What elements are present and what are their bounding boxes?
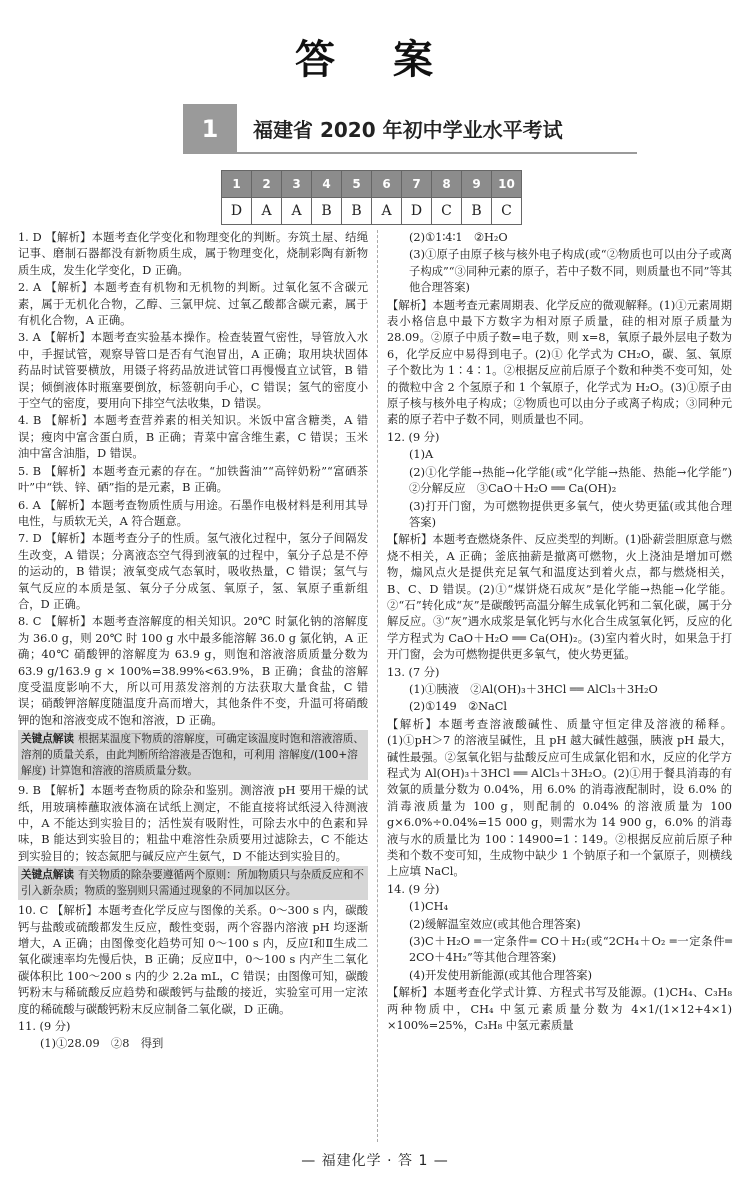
question-number-cell: 7 <box>402 171 432 198</box>
answer-paragraph: 1. D 【解析】本题考查化学变化和物理变化的判断。夯筑土屋、结绳记事、磨制石器都没有新物质生成，属于物理变化，烧制彩陶有新物质生成，发生化学变化，D 正确。 <box>18 231 368 277</box>
answer-cell: D <box>222 198 252 225</box>
answer-cell: D <box>402 198 432 225</box>
question-number-cell: 5 <box>342 171 372 198</box>
answer-paragraph: 10. C 【解析】本题考查化学反应与图像的关系。0～300 s 内，碳酸钙与盐酸或硫酸都发生反应，酸性变弱，两个容器内溶液 pH 均逐渐增大，A 正确；由图像变化趋势可知 0～100 s 内，反应Ⅰ和Ⅱ生成二氧化碳速率均先慢后快，B 正确；反应Ⅱ中，0～100 s 内产生二氧化碳体积比 100～200 s 内的少 2.2a mL，C 错误；由图像可知，碳酸钙粉末与稀硫酸反应趋势和碳酸钙与盐酸的接近，实验室可用一定浓度的稀硫酸与碳酸钙粉末反应制备二氧化碳，D 正确。 <box>18 904 368 1016</box>
question-number-cell: 6 <box>372 171 402 198</box>
answer-paragraph: 3. A 【解析】本题考查实验基本操作。检查装置气密性，导管放入水中，手握试管，观察导管口是否有气泡冒出，A 正确；取用块状固体药品时试管要横放，用镊子将药品放进试管口再慢慢直立试管，B 错误；倾倒液体时瓶塞要倒放，标签朝向手心，C 错误；氢气的密度小于空气的密度，要用向下排空气法收集，D 错误。 <box>18 331 368 411</box>
answer-subitem: (2)①化学能→热能→化学能(或“化学能→热能、热能→化学能”) ②分解反应 ③CaO＋H₂O ══ Ca(OH)₂ <box>409 465 744 496</box>
key-point-box <box>18 866 368 900</box>
answer-paragraph: 11. (9 分) <box>18 1020 71 1034</box>
answer-paragraph: 5. B 【解析】本题考查元素的存在。“加铁酱油”“高锌奶粉”“富硒茶叶”中“铁、锌、硒”指的是元素，B 正确。 <box>18 464 368 495</box>
key-point-text: 根据某温度下物质的溶解度，可确定该温度时饱和溶液溶质、溶剂的质量关系，由此判断所给溶液是否饱和，可利用 溶解度/(100+溶解度) 计算饱和溶液的溶质质量分数。 <box>21 733 364 778</box>
answer-paragraph: 【解析】本题考查化学式计算、方程式书写及能源。(1)CH₄、C₃H₈ 两种物质中，CH₄ 中氢元素质量分数为 4×1/(1×12+4×1) ×100%=25%，C₃H₈ 中氢元素质量 <box>387 986 732 1033</box>
answer-paragraph: 6. A 【解析】本题考查物质性质与用途。石墨作电极材料是利用其导电性，与质软无关，A 符合题意。 <box>18 498 368 528</box>
key-point-text: 有关物质的除杂要遵循两个原则：所加物质只与杂质反应和不引入新杂质；物质的鉴别则只需通过现象的不同加以区分。 <box>21 869 364 898</box>
answer-paragraph: 12. (9 分) <box>387 430 440 444</box>
answer-cell: A <box>372 198 402 225</box>
answer-cell: B <box>312 198 342 225</box>
answer-paragraph: 4. B 【解析】本题考查营养素的相关知识。米饭中富含糖类，A 错误；瘦肉中富含蛋白质，B 正确；青菜中富含维生素，C 错误；玉米油中富含油脂，D 错误。 <box>18 414 368 461</box>
answer-subitem: (4)开发使用新能源(或其他合理答案) <box>409 968 592 982</box>
left-column <box>18 230 368 1142</box>
answer-paragraph: 【解析】本题考查元素周期表、化学反应的微观解释。(1)①元素周期表小格信息中最下方数字为相对原子质量，硅的相对原子质量为 28.09。②原子中质子数=电子数，则 x=8，氧原子最外层电子数为 6，化学反应中易得到电子。(2)① 化学式为 CH₂O，碳、氢、氧原子个数比为 1∶4∶1。②根据反应前后原子个数和种类不变可知，处的微粒中含 2 个氢原子和 1 个氧原子，化学式为 H₂O。(3)①原子由原子核与核外电子构成；②物质也可以由分子或离子构成；③同种元素的原子若中子数不同，则质量也不同。 <box>387 298 732 427</box>
answer-subitem: (2)①149 ②NaCl <box>409 700 507 714</box>
question-number-cell: 2 <box>252 171 282 198</box>
answer-cell: A <box>252 198 282 225</box>
answer-subitem: (3)打开门窗，为可燃物提供更多氧气，使火势更猛(或其他合理答案) <box>409 499 732 529</box>
answer-paragraph: 【解析】本题考查燃烧条件、反应类型的判断。(1)卧薪尝胆原意与燃烧不相关，A 正确；釜底抽薪是撤离可燃物，火上浇油是增加可燃物，煽风点火是提供充足氧气和温度达到着火点，都与燃烧相关，B、C、D 错误。(2)①“煤饼烧石成灰”是化学能→热能→化学能。②“石”转化成“灰”是碳酸钙高温分解生成氧化钙和二氧化碳，属于分解反应。③“灰”遇水成浆是氧化钙与水化合生成氢氧化钙，反应的化学方程式为 CaO＋H₂O ══ Ca(OH)₂。(3)室内着火时，如果急于打开门窗，会为可燃物提供更多氧气，使火势更猛。 <box>387 533 732 662</box>
answer-paragraph: 13. (7 分) <box>387 665 440 679</box>
answer-paragraph: 14. (9 分) <box>387 882 440 896</box>
answer-paragraph: 7. D 【解析】本题考查分子的性质。氢气液化过程中，氢分子间隔发生改变，A 错误；分离液态空气得到液氧的过程中，氧分子总是不停的运动的，B 错误；液氧变成气态氧时，吸收热量，C 错误；氢气与氧气反应的本质是氢、氧分子分成氢、氧原子，氢、氧原子重新组合，D 正确。 <box>18 532 368 611</box>
answer-paragraph: 【解析】本题考查溶液酸碱性、质量守恒定律及溶液的稀释。(1)①pH＞7 的溶液呈碱性，且 pH 越大碱性越强，胰液 pH 最大，碱性最强。②氢氧化铝与盐酸反应可生成氯化铝和水，反应的化学方程式为 Al(OH)₃＋3HCl ══ AlCl₃＋3H₂O。(2)①用于餐具消毒的有效氯的质量分数为 0.04%，用 6.0% 的消毒液配制时，设 6.0% 的消毒液质量为 100 g，则配制的 0.04% 的溶液质量为 100 g×6.0%÷0.04%=15 000 g，则需水为 14 900 g，6.0% 的消毒液与水的质量比为 100∶14900=1∶149。②根据反应前后原子种类和个数不变可知，生成物中缺少 1 个钠原子和一个氯原子，则横线上应填 NaCl。 <box>387 717 732 879</box>
answer-subitem: (2)缓解温室效应(或其他合理答案) <box>409 917 581 931</box>
answer-cell: B <box>462 198 492 225</box>
answer-paragraph: 8. C 【解析】本题考查溶解度的相关知识。20℃ 时氯化钠的溶解度为 36.0 g，则 20℃ 时 100 g 水中最多能溶解 36.0 g 氯化钠，A 正确；40℃ 硝酸钾的溶解度为 63.9 g，则饱和溶液溶质质量分数为 63.9 g/163.9 g × 100%=38.99%<63.9%，B 正确；食盐的溶解度受温度影响不大，所以可用蒸发溶剂的方法获取大量食盐，C 错误；硝酸钾溶解度随温度升高而增大，其他条件不变，升温可将硝酸钾的饱和溶液变成不饱和溶液，D 正确。 <box>18 615 368 727</box>
right-column <box>387 230 744 1142</box>
answer-subitem: (1)①28.09 ②8 得到 <box>40 1037 164 1051</box>
question-number-cell: 1 <box>222 171 252 198</box>
answer-subitem: (3)①原子由原子核与核外电子构成(或“②物质也可以由分子或离子构成”“③同种元素的原子，若中子数不同，则质量也不同”等其他合理答案) <box>409 248 732 295</box>
page-title: 答 案 <box>295 37 455 83</box>
key-point-box <box>18 730 368 780</box>
answer-key-table <box>221 170 522 225</box>
section-underline <box>237 152 637 154</box>
question-number-cell: 4 <box>312 171 342 198</box>
column-divider <box>377 230 378 1142</box>
question-number-cell: 10 <box>492 171 522 198</box>
answer-subitem: (1)CH₄ <box>409 900 449 914</box>
answer-cell: B <box>342 198 372 225</box>
question-number-cell: 8 <box>432 171 462 198</box>
page-footer: — 福建化学 · 答 1 — <box>301 1153 449 1169</box>
answer-paragraph: 2. A 【解析】本题考查有机物和无机物的判断。过氧化氢不含碳元素，属于无机化合物，乙醇、三氯甲烷、过氧乙酸都含碳元素，属于有机化合物，A 正确。 <box>18 281 368 328</box>
answer-subitem: (1)A <box>409 448 434 462</box>
question-number-cell: 9 <box>462 171 492 198</box>
answer-paragraph: 9. B 【解析】本题考查物质的除杂和鉴别。测溶液 pH 要用干燥的试纸，用玻璃棒蘸取液体滴在试纸上测定，不能直接将试纸浸入待测液中，A 不能达到实验目的；活性炭有吸附性，可除去水中的色素和异味，B 能达到实验目的；粗盐中难溶性杂质要用过滤除去，C 不能达到实验目的；铵态氮肥与碱反应产生氨气，D 不能达到实验目的。 <box>18 784 368 863</box>
answer-cell: C <box>492 198 522 225</box>
key-point-label: 关键点解读 <box>21 733 74 746</box>
question-number-cell: 3 <box>282 171 312 198</box>
section-title: 福建省 2020 年初中学业水平考试 <box>253 118 563 142</box>
answer-cell: C <box>432 198 462 225</box>
answer-cell: A <box>282 198 312 225</box>
key-point-label: 关键点解读 <box>21 869 74 882</box>
answer-subitem: (3)C＋H₂O ═一定条件═ CO＋H₂(或“2CH₄＋O₂ ═一定条件═ 2CO＋4H₂”等其他合理答案) <box>409 935 732 965</box>
answer-subitem: (1)①胰液 ②Al(OH)₃＋3HCl ══ AlCl₃＋3H₂O <box>409 682 658 696</box>
section-number: 1 <box>183 104 237 154</box>
answer-subitem: (2)①1∶4∶1 ②H₂O <box>409 231 508 244</box>
